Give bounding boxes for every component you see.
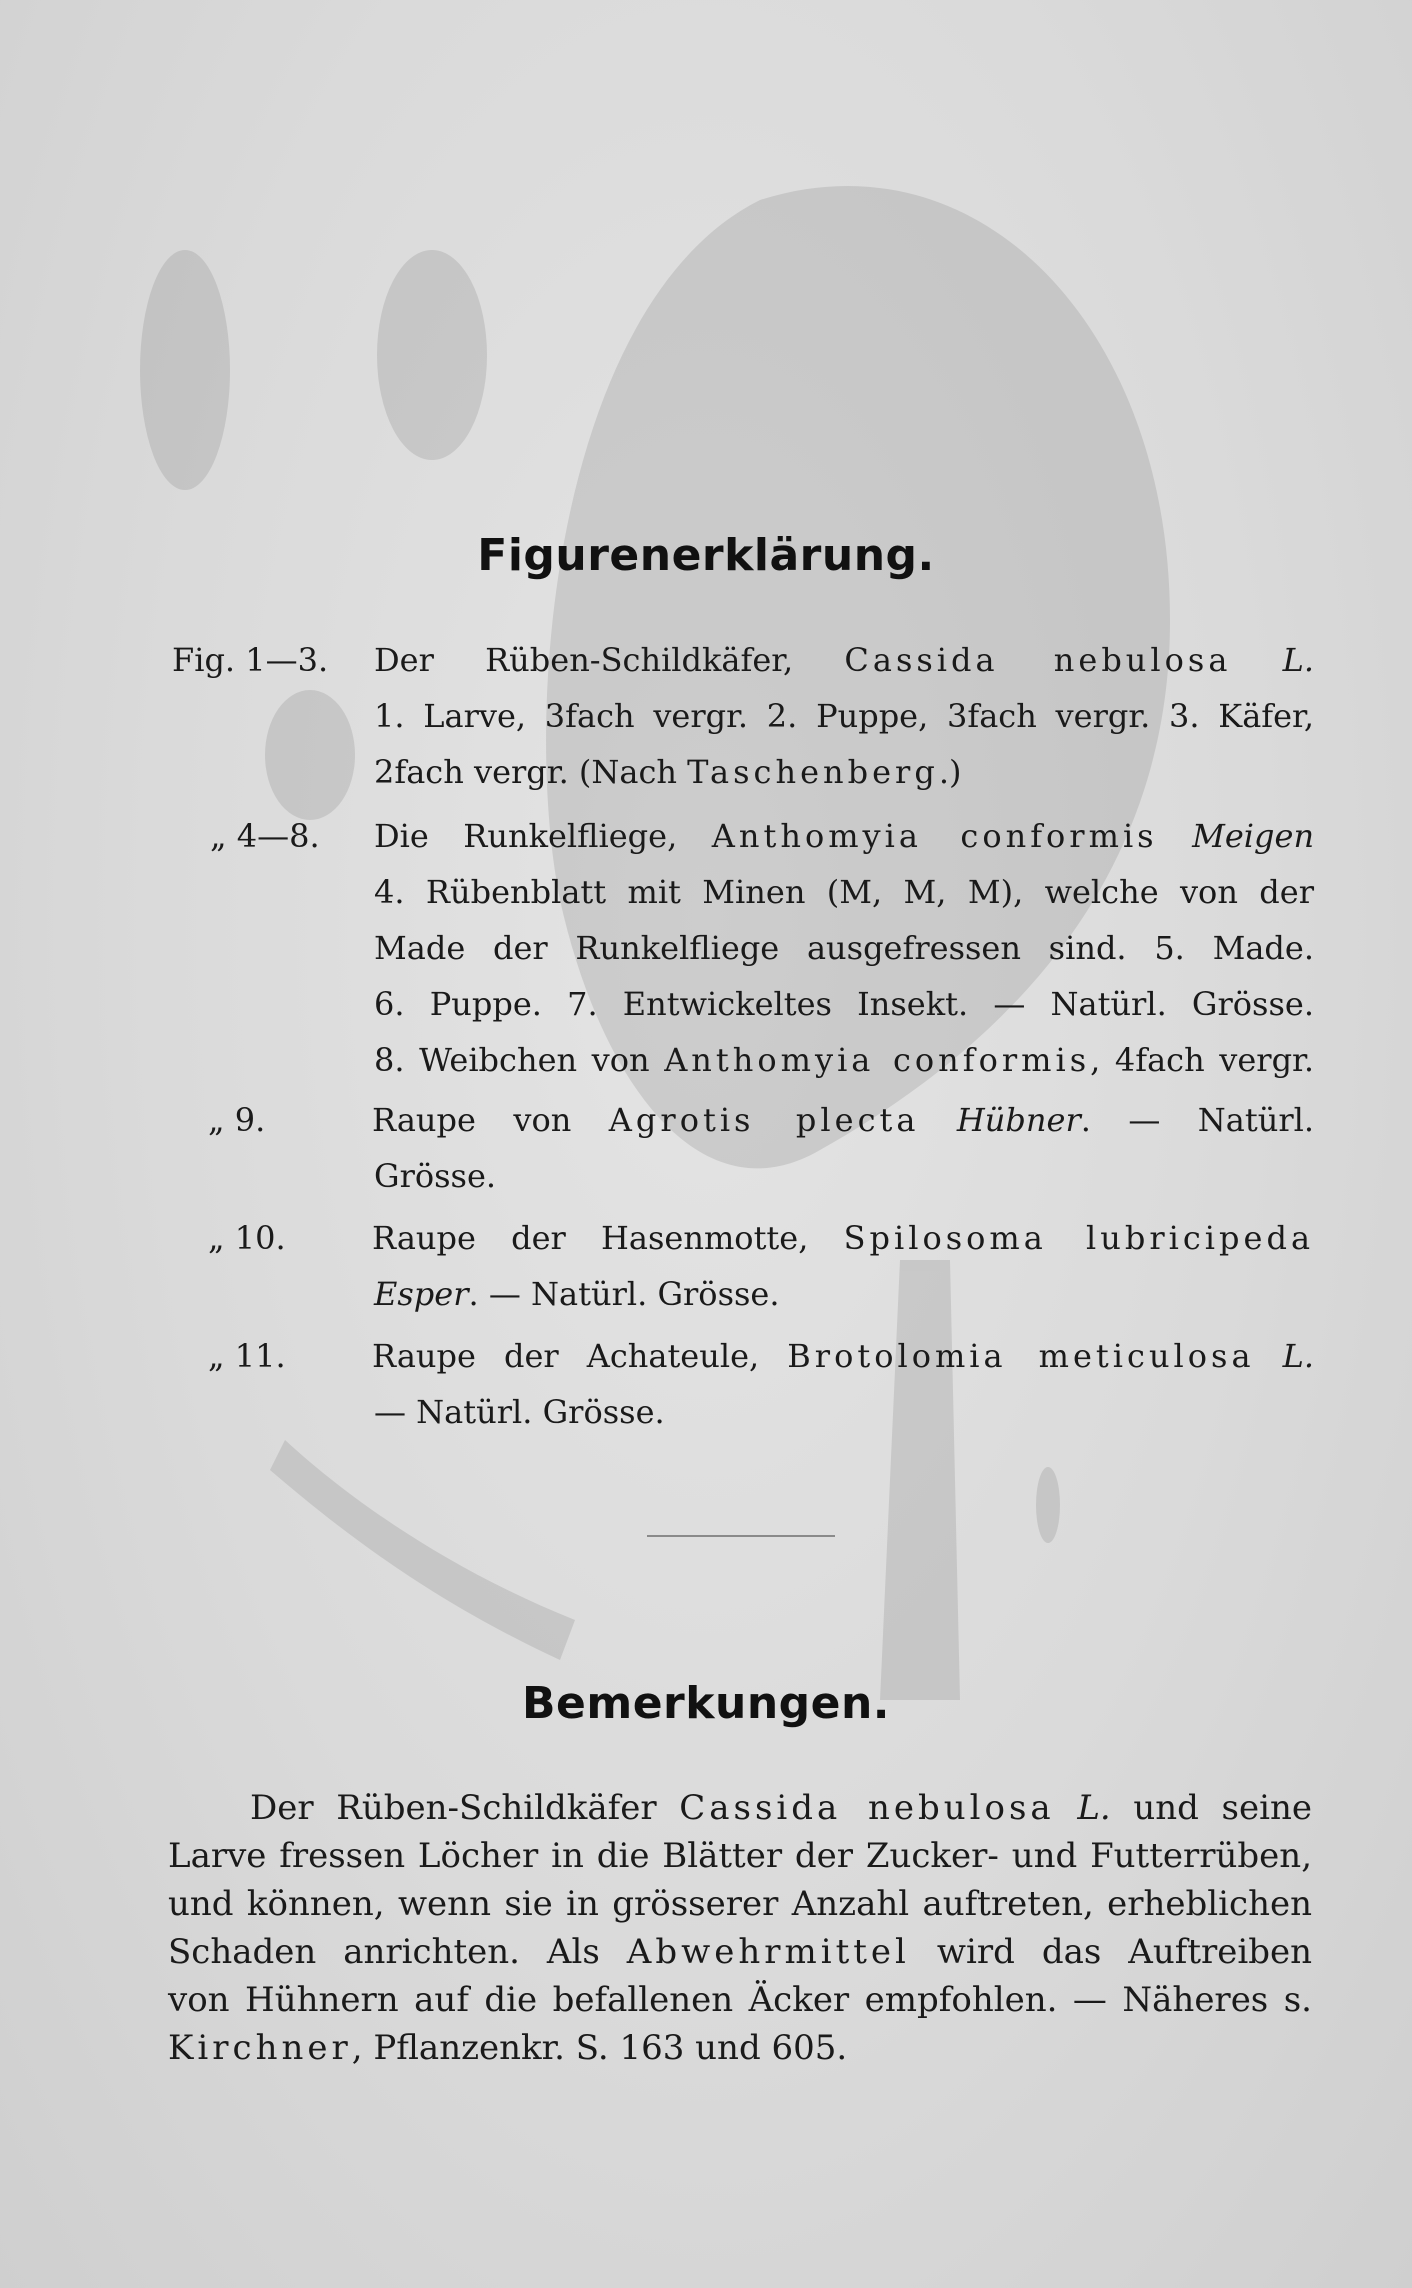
remarks-text-line: Kirchner, Pflanzenkr. S. 163 und 605. xyxy=(168,2028,848,2068)
remarks-text-line: Der Rüben-Schildkäfer Cassida nebulosa L. und seine xyxy=(250,1788,1312,1828)
remarks-heading: Bemerkungen. xyxy=(521,1678,891,1729)
remarks-text-line: Larve fressen Löcher in die Blätter der Zucker- und Futterrüben, xyxy=(168,1836,1312,1876)
figure-text-line: Grösse. xyxy=(374,1157,497,1195)
figure-text-line: Esper. — Natürl. Grösse. xyxy=(374,1275,780,1313)
figure-text-line: 6. Puppe. 7. Entwickeltes Insekt. — Natürl. Grösse. xyxy=(374,985,1314,1023)
figure-text-line: — Natürl. Grösse. xyxy=(374,1393,665,1431)
figure-number: „ 10. xyxy=(208,1219,286,1257)
figure-number: „ 4—8. xyxy=(210,817,320,855)
figure-text-line: Der Rüben-Schildkäfer, Cassida nebulosa L. xyxy=(374,641,1314,679)
remarks-text-line: und können, wenn sie in grösserer Anzahl auftreten, erheblichen xyxy=(168,1884,1312,1924)
remarks-text-line: Schaden anrichten. Als Abwehrmittel wird das Auftreiben xyxy=(168,1932,1313,1972)
figure-legend-heading: Figurenerklärung. xyxy=(477,530,935,581)
remarks-text-line: von Hühnern auf die befallenen Äcker empfohlen. — Näheres s. xyxy=(168,1980,1312,2020)
figure-text-line: Made der Runkelfliege ausgefressen sind. 5. Made. xyxy=(374,929,1314,967)
figure-text-line: Raupe der Hasenmotte, Spilosoma lubricipeda xyxy=(372,1219,1315,1257)
figure-text-line: 8. Weibchen von Anthomyia conformis, 4fach vergr. xyxy=(374,1041,1314,1079)
figure-text-line: 4. Rübenblatt mit Minen (M, M, M), welche von der xyxy=(374,873,1314,911)
section-divider xyxy=(647,1535,835,1537)
figure-number: Fig. 1—3. xyxy=(172,641,329,679)
figure-number: „ 9. xyxy=(208,1101,266,1139)
figure-text-line: 1. Larve, 3fach vergr. 2. Puppe, 3fach vergr. 3. Käfer, xyxy=(374,697,1314,735)
figure-text-line: 2fach vergr. (Nach Taschenberg.) xyxy=(374,753,962,791)
figure-text-line: Raupe von Agrotis plecta Hübner. — Natürl. xyxy=(372,1101,1315,1139)
figure-text-line: Die Runkelfliege, Anthomyia conformis Meigen xyxy=(374,817,1315,855)
figure-text-line: Raupe der Achateule, Brotolomia meticulosa L. xyxy=(372,1337,1315,1375)
figure-number: „ 11. xyxy=(208,1337,286,1375)
